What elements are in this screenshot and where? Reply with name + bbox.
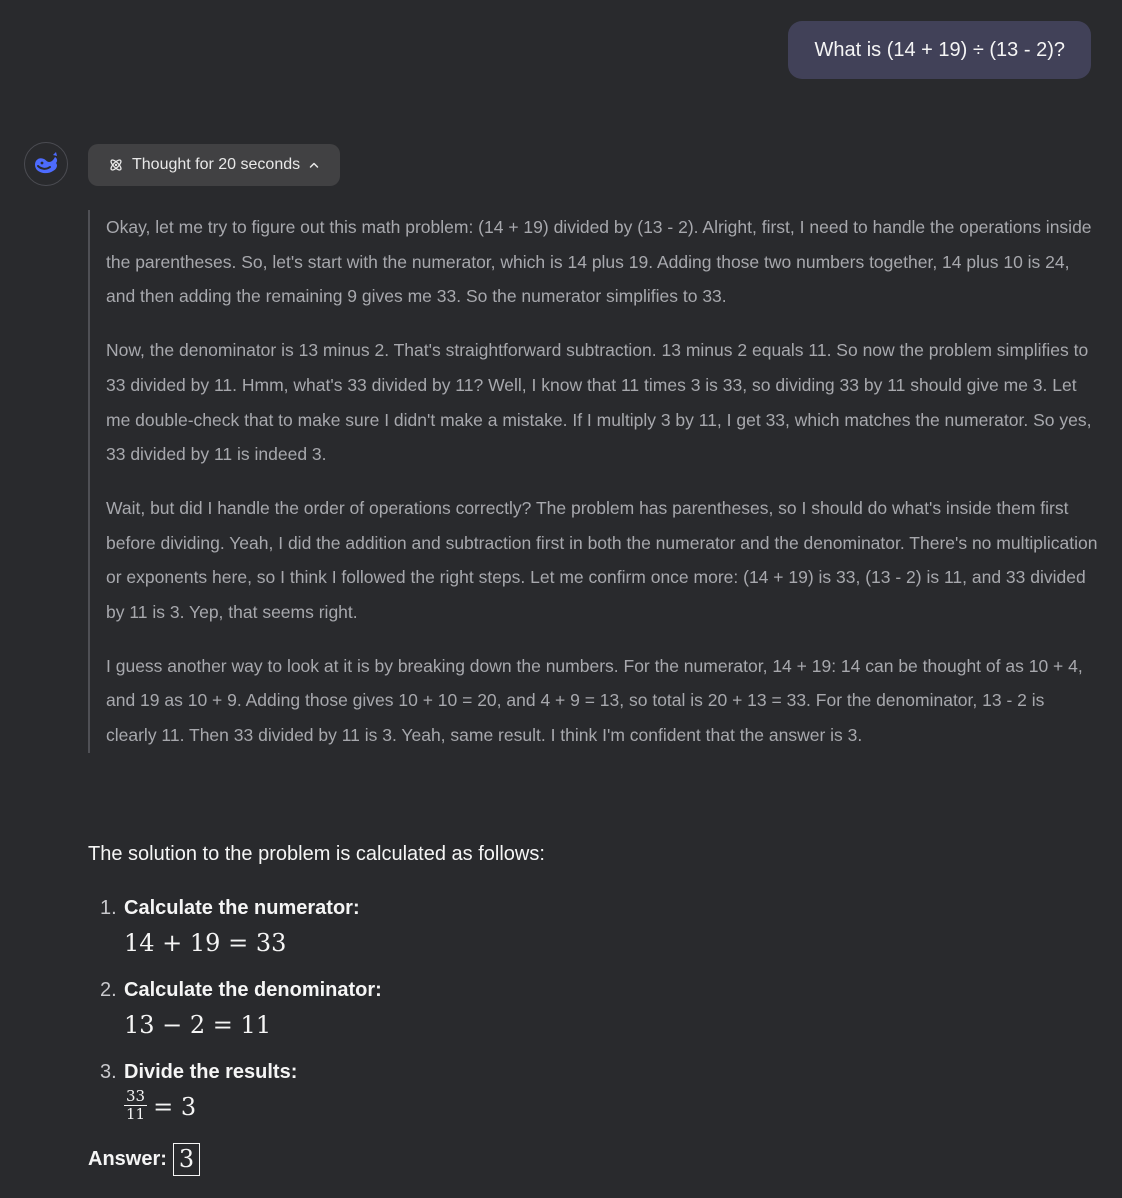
thinking-paragraph: Okay, let me try to figure out this math problem: (14 + 19) divided by (13 - 2). Alright, first, I need to handle the operations inside the parentheses. So, let's start with the numerator, which is 14 plus 19. Adding those two numbers together, 14 plus 10 is 24, and then adding the remaining 9 gives me 33. So the numerator simplifies to 33. [106,217,1092,307]
thinking-content [88,210,1098,753]
step-number: 2. [100,979,117,1001]
user-message-bubble [788,21,1091,79]
final-answer-label: Answer: [88,1148,167,1170]
solution-step [88,973,1098,1043]
step-number: 1. [100,897,117,919]
atom-icon [108,157,124,173]
thinking-paragraph: Wait, but did I handle the order of operations correctly? The problem has parentheses, so I should do what's inside them first before dividing. Yeah, I did the addition and subtraction first in both the numerator and the denominator. There's no multiplication or exponents here, so I think I followed the right steps. Let me confirm once more: (14 + 19) is 33, (13 - 2) is 11, and 33 divided by 11 is 3. Yep, that seems right. [106,497,1098,623]
answer-intro: The solution to the problem is calculated as follows: [88,843,545,865]
step-number: 3. [100,1061,117,1083]
solution-step [88,1055,1098,1125]
step-title: Calculate the numerator: [124,897,360,919]
chevron-up-icon [308,159,320,171]
step-title: Divide the results: [124,1061,298,1083]
fraction-numerator: 33 [126,1087,146,1105]
answer-content [88,835,1098,1176]
thought-toggle-label: Thought for 20 seconds [132,156,301,173]
thinking-paragraph: I guess another way to look at it is by breaking down the numbers. For the numerator, 14 + 19: 14 can be thought of as 10 + 4, and 19 as 10 + 9. Adding those gives 10 + 10 = 20, and 4 + 9 = 13, so total is 20 + 13 = 33. For the denominator, 13 - 2 is clearly 11. Then 33 divided by 11 is 3. Yeah, same result. I think I'm confident that the answer is 3. [106,655,1083,746]
final-answer [88,1143,1098,1176]
final-answer-box: 3 [173,1143,200,1176]
step-equation: 13 − 2 = 11 [124,1011,272,1039]
step-equation: 14 + 19 = 33 [124,929,287,957]
deepseek-whale-icon [31,149,61,179]
fraction [124,1089,147,1122]
user-message-text: What is (14 + 19) ÷ (13 - 2)? [814,38,1065,61]
equation-result: = 3 [153,1093,197,1121]
thought-toggle-button[interactable] [88,144,340,186]
solution-steps [88,891,1098,1125]
fraction-denominator: 11 [126,1105,146,1123]
solution-step [88,891,1098,961]
assistant-avatar [24,142,68,186]
step-title: Calculate the denominator: [124,979,382,1001]
thinking-paragraph: Now, the denominator is 13 minus 2. That's straightforward subtraction. 13 minus 2 equals 11. So now the problem simplifies to 33 divided by 11. Hmm, what's 33 divided by 11? Well, I know that 11 times 3 is 33, so dividing 33 by 11 should give me 3. Let me double-check that to make sure I didn't make a mistake. If I multiply 3 by 11, I get 33, which matches the numerator. So yes, 33 divided by 11 is indeed 3. [106,340,1092,465]
step-equation [124,1089,1098,1125]
